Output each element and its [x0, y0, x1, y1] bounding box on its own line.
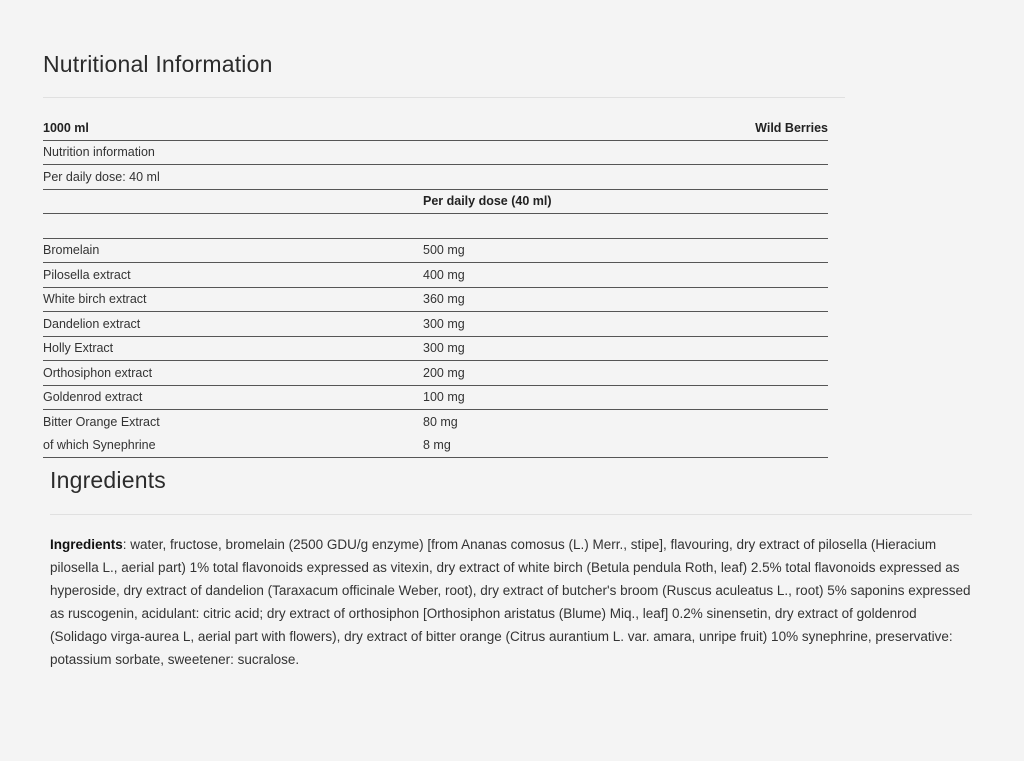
- table-row: [43, 238, 828, 263]
- nutrition-table: [43, 116, 828, 458]
- dose-label-cell: Per daily dose: 40 ml: [43, 165, 423, 190]
- nutrition-title: Nutritional Information: [43, 51, 273, 77]
- ingredients-paragraph: [50, 533, 975, 671]
- ingredient-name: Pilosella extract: [43, 263, 423, 288]
- table-row: [43, 385, 828, 410]
- ingredient-amount: 8 mg: [423, 434, 623, 458]
- nutrition-divider: [43, 97, 845, 98]
- table-row-spacer: [43, 214, 828, 239]
- ingredient-amount: 300 mg: [423, 312, 623, 337]
- table-row-header: [43, 189, 828, 214]
- ingredient-amount: 360 mg: [423, 287, 623, 312]
- ingredient-name: Holly Extract: [43, 336, 423, 361]
- ingredients-title: Ingredients: [50, 467, 166, 493]
- table-row: [43, 336, 828, 361]
- volume-cell: 1000 ml: [43, 116, 423, 140]
- ingredient-name: Orthosiphon extract: [43, 361, 423, 386]
- table-row: [43, 287, 828, 312]
- table-row: [43, 434, 828, 458]
- ingredient-name: Bromelain: [43, 238, 423, 263]
- column-header-cell: Per daily dose (40 ml): [423, 189, 623, 214]
- table-row: [43, 263, 828, 288]
- table-row: [43, 312, 828, 337]
- ingredient-name: Bitter Orange Extract: [43, 414, 160, 429]
- table-row: [43, 410, 828, 434]
- ingredient-name: Goldenrod extract: [43, 385, 423, 410]
- info-label-cell: Nutrition information: [43, 140, 423, 165]
- flavour-cell: Wild Berries: [623, 116, 828, 140]
- table-row-dose: [43, 165, 828, 190]
- table-row-volume: [43, 116, 828, 140]
- ingredient-amount: 200 mg: [423, 361, 623, 386]
- ingredient-name: Dandelion extract: [43, 312, 423, 337]
- ingredient-amount: 80 mg: [423, 414, 458, 429]
- ingredient-amount: 500 mg: [423, 238, 623, 263]
- table-row: [43, 361, 828, 386]
- ingredient-amount: 100 mg: [423, 385, 623, 410]
- ingredient-amount: 400 mg: [423, 263, 623, 288]
- ingredients-label: Ingredients: [50, 537, 123, 552]
- ingredients-divider: [50, 514, 972, 515]
- table-row-info: [43, 140, 828, 165]
- ingredient-amount: 300 mg: [423, 336, 623, 361]
- ingredients-list: : water, fructose, bromelain (2500 GDU/g enzyme) [from Ananas comosus (L.) Merr., stipe], flavouring, dry extract of pilosella (Hieracium pilosella L., aerial part) 1% total flavonoids expressed as vitexin, dry extract of white birch (Betula pendula Roth, leaf) 2.5% total flavonoids expressed as hyperoside, dry extract of dandelion (Taraxacum officinale Weber, root), dry extract of butcher's broom (Ruscus aculeatus L., root) 5% saponins expressed as ruscogenin, acidulant: citric acid; dry extract of orthosiphon [Orthosiphon aristatus (Blume) Miq., leaf] 0.2% sinensetin, dry extract of goldenrod (Solidago virga-aurea L, aerial part with flowers), dry extract of bitter orange (Citrus aurantium L. var. amara, unripe fruit) 10% synephrine, preservative: potassium sorbate, sweetener: sucralose.: [50, 537, 971, 667]
- ingredient-name: of which Synephrine: [43, 434, 423, 458]
- ingredient-name: White birch extract: [43, 287, 423, 312]
